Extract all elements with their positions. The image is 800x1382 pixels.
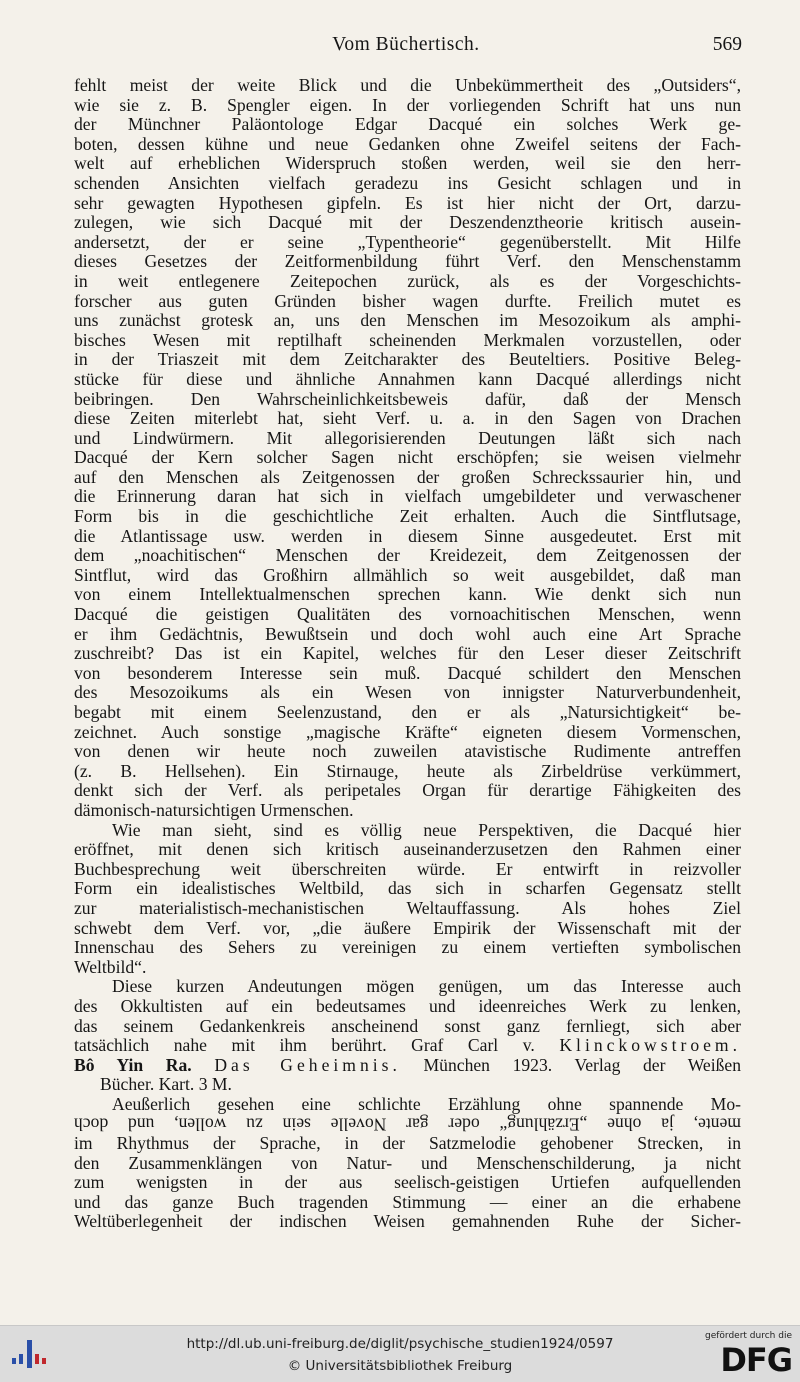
- text-line: Buchbesprechung weit überschreiten würde. Er entwirft in reizvoller: [74, 858, 741, 879]
- text-line: dem „noachitischen“ Menschen der Kreidezeit, dem Zeitgenossen der: [74, 545, 741, 566]
- text-line: zuschreibt? Das ist ein Kapitel, welches für den Leser dieser Zeitschrift: [74, 643, 741, 664]
- review-dacque-paragraph-1: [74, 76, 741, 821]
- review-dacque-paragraph-3: [74, 977, 741, 1055]
- text-line: bisches Wesen mit reptilhaft scheinenden Merkmalen vorzustellen, oder: [74, 329, 741, 350]
- text-line: boten, dessen kühne und neue Gedanken ohne Zweifel seitens der Fach-: [74, 133, 741, 154]
- text-line: andersetzt, der er seine „Typentheorie“ gegenüberstellt. Mit Hilfe: [74, 231, 741, 252]
- body-text: [74, 76, 741, 1232]
- text-line: denkt sich der Verf. als peripetales Organ für derartige Fähigkeiten des: [74, 780, 741, 801]
- signature-lead: tatsächlich nahe mit ihm berührt. Graf Carl v.: [74, 1035, 535, 1056]
- viewer-footer: [0, 1325, 800, 1382]
- text-line: sehr gewagten Hypothesen gipfeln. Es ist hier nicht der Ort, darzu-: [74, 192, 741, 213]
- book-title: Das Geheimnis.: [214, 1054, 401, 1075]
- text-line: auf den Menschen als Zeitgenossen der großen Schreckssaurier hin, und: [74, 466, 741, 487]
- text-line: des Okkultisten auf ein bedeutsames und ideenreiches Werk zu lenken,: [74, 995, 741, 1016]
- text-line: zeichnet. Auch sonstige „magische Kräfte“ eigneten diesem Vormenschen,: [74, 721, 741, 742]
- book-publication: München 1923. Verlag der Weißen: [423, 1054, 742, 1075]
- text-line: schenden Ansichten vielfach geradezu ins Gesicht schlagen und in: [74, 172, 741, 193]
- funder-badge: [706, 1331, 792, 1379]
- book-author: Bô Yin Ra.: [74, 1054, 192, 1075]
- text-line: schwebt dem Verf. vor, „die äußere Empirik der Wissenschaft mit der: [74, 917, 741, 938]
- text-line: welt auf erheblichen Widerspruch stoßen werden, weil sie den herr-: [74, 153, 741, 174]
- text-line: dämonisch-natursichtigen Urmenschen.: [74, 799, 354, 820]
- text-line: Diese kurzen Andeutungen mögen genügen, um das Interesse auch: [112, 976, 741, 997]
- text-line: Weltbild“.: [74, 956, 147, 977]
- review-geheimnis: [74, 1056, 741, 1232]
- text-line: beibringen. Den Wahrscheinlichkeitsbeweis dafür, daß der Mensch: [74, 388, 741, 409]
- text-line: wie sie z. B. Spengler eigen. In der vorliegenden Schrift hat uns nun: [74, 94, 741, 115]
- text-line: diese Zeiten miterlebt hat, sieht Verf. u. a. in den Sagen von Drachen: [74, 408, 741, 429]
- text-line: dieses Gesetzes der Zeitformenbildung führt Verf. den Menschenstamm: [74, 251, 741, 272]
- copyright-notice: © Universitätsbibliothek Freiburg: [287, 1358, 513, 1374]
- text-line: und Lindwürmern. Mit allegorisierenden Deutungen läßt sich nach: [74, 427, 741, 448]
- text-line: des Mesozoikums als ein Wesen von innigster Naturverbundenheit,: [74, 682, 741, 703]
- text-line: das seinem Gedankenkreis anscheinend sonst ganz fernliegt, sich aber: [74, 1015, 741, 1036]
- text-line: zum wenigsten in der aus seelisch-geistigen Urtiefen aufquellenden: [74, 1172, 741, 1193]
- text-line-inverted: mente, ja ohne „Erzählung“ oder gar Novelle sein zu wollen, und doch: [74, 1115, 741, 1136]
- review-heading: [74, 1056, 741, 1076]
- permalink-url[interactable]: http://dl.ub.uni-freiburg.de/diglit/psychische_studien1924/0597: [186, 1336, 614, 1352]
- text-line: eröffnet, mit denen sich kritisch auseinanderzusetzen den Rahmen einer: [74, 839, 741, 860]
- text-line: Dacqué die geistigen Qualitäten des vornoachitischen Menschen, wenn: [74, 604, 741, 625]
- text-line: in weit entlegenere Zeitepochen zurück, als es der Vorgeschichts-: [74, 270, 741, 291]
- text-line: Wie man sieht, sind es völlig neue Perspektiven, die Dacqué hier: [112, 819, 741, 840]
- text-line: er ihm Gedächtnis, Bewußtsein und doch wohl auch eine Art Sprache: [74, 623, 741, 644]
- text-line: in der Triaszeit mit dem Zeitcharakter des Beuteltiers. Positive Beleg-: [74, 349, 741, 370]
- text-line: die Erinnerung daran hat sich in vielfach umgebildeter und verwaschener: [74, 486, 741, 507]
- text-line: Sintflut, wird das Großhirn allmählich so weit ausgebildet, daß man: [74, 564, 741, 585]
- text-line: zulegen, wie sich Dacqué mit der Deszendenztheorie kritisch ausein-: [74, 212, 741, 233]
- running-head: [70, 34, 742, 58]
- page-title: Vom Büchertisch.: [332, 34, 480, 55]
- text-line: Weltüberlegenheit der indischen Weisen gemahnenden Ruhe der Sicher-: [74, 1211, 741, 1232]
- text-line: von einem Intellektualmenschen sprechen kann. Wie denkt sich nun: [74, 584, 741, 605]
- reviewer-name: Klinckowstroem.: [559, 1035, 742, 1056]
- text-line: Form ein idealistisches Weltbild, das sich in scharfen Gegensatz stellt: [74, 878, 741, 899]
- review-dacque-paragraph-2: [74, 821, 741, 978]
- text-line: stücke für diese und ähnliche Annahmen kann Dacqué allerdings nicht: [74, 368, 741, 389]
- text-line: Aeußerlich gesehen eine schlichte Erzählung ohne spannende Mo-: [112, 1093, 741, 1114]
- text-line: zur materialistisch-mechanistischen Weltauffassung. Als hohes Ziel: [74, 897, 741, 918]
- funder-caption: gefördert durch die: [705, 1331, 792, 1341]
- text-line: Form bis in die geschichtliche Zeit erhalten. Auch die Sintflutsage,: [74, 506, 741, 527]
- text-line: von besonderem Interesse sein muß. Dacqué schildert den Menschen: [74, 662, 741, 683]
- text-line: Innenschau des Sehers zu vereinigen zu einem vertieften symbolischen: [74, 937, 741, 958]
- text-line: forscher aus guten Gründen bisher wagen durfte. Freilich mutet es: [74, 290, 741, 311]
- signature-line: [74, 1036, 741, 1056]
- text-line: der Münchner Paläontologe Edgar Dacqué ein solches Werk ge-: [74, 114, 741, 135]
- text-line: den Zusammenklängen von Natur- und Menschenschilderung, ja nicht: [74, 1152, 741, 1173]
- text-line: uns zunächst grotesk an, uns den Menschen im Mesozoikum als amphi-: [74, 310, 741, 331]
- page-number: 569: [712, 34, 742, 55]
- text-line: Dacqué der Kern solcher Sagen nicht erschöpfen; sie weisen vielmehr: [74, 447, 741, 468]
- text-line: von denen wir heute noch zuweilen atavistische Rudimente antreffen: [74, 741, 741, 762]
- text-line: und das ganze Buch tragenden Stimmung — einer an die erhabene: [74, 1191, 741, 1212]
- text-line: im Rhythmus der Sprache, in der Satzmelodie gehobener Strecken, in: [74, 1133, 741, 1154]
- text-line: begabt mit einem Seelenzustand, den er als „Natursichtigkeit“ be-: [74, 702, 741, 722]
- text-line: (z. B. Hellsehen). Ein Stirnauge, heute als Zirbeldrüse verkümmert,: [74, 760, 741, 781]
- dfg-logo: DFG: [720, 1341, 792, 1379]
- text-line: die Atlantissage usw. werden in diesem Sinne ausgedeutet. Erst mit: [74, 525, 741, 546]
- book-publication-details: Bücher. Kart. 3 M.: [100, 1074, 232, 1095]
- text-line: fehlt meist der weite Blick und die Unbekümmertheit des „Outsiders“,: [74, 75, 741, 95]
